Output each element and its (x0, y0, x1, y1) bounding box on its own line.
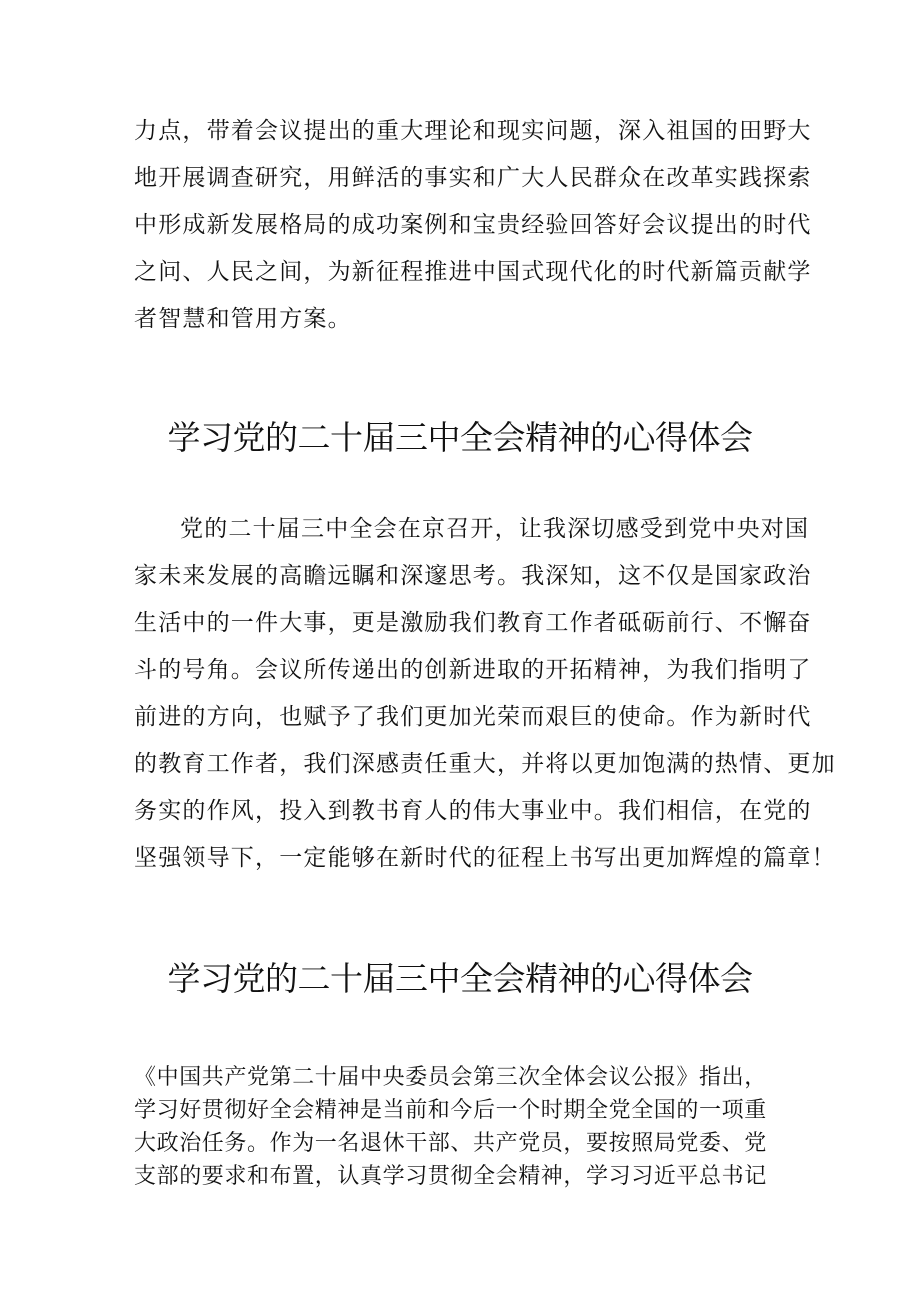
paragraph-line: 《中国共产党第二十届中央委员会第三次全体会议公报》指出， (134, 1065, 767, 1090)
paragraph-line: 生活中的一件大事，更是激励我们教育工作者砥砺前行、不懈奋 (134, 610, 812, 636)
paragraph-line: 党的二十届三中全会在京召开，让我深切感受到党中央对国 (180, 516, 810, 542)
paragraph-line: 学习好贯彻好全会精神是当前和今后一个时期全党全国的一项重 (134, 1098, 767, 1123)
paragraph-line: 的教育工作者，我们深感责任重大，并将以更加饱满的热情、更加 (134, 751, 836, 777)
paragraph-line: 务实的作风，投入到教书育人的伟大事业中。我们相信，在党的 (134, 798, 812, 824)
paragraph-line: 地开展调查研究，用鲜活的事实和广大人民群众在改革实践探索 (134, 165, 812, 191)
paragraph-line: 家未来发展的高瞻远瞩和深邃思考。我深知，这不仅是国家政治 (134, 563, 812, 589)
paragraph-line: 坚强领导下，一定能够在新时代的征程上书写出更加辉煌的篇章！ (134, 845, 836, 871)
paragraph-line: 大政治任务。作为一名退休干部、共产党员，要按照局党委、党 (134, 1131, 767, 1156)
paragraph-line: 支部的要求和布置，认真学习贯彻全会精神，学习习近平总书记 (134, 1164, 767, 1189)
paragraph-line: 者智慧和管用方案。 (134, 306, 352, 332)
paragraph-line: 力点，带着会议提出的重大理论和现实问题，深入祖国的田野大 (134, 118, 812, 144)
paragraph-line: 斗的号角。会议所传递出的创新进取的开拓精神，为我们指明了 (134, 657, 812, 683)
paragraph-line: 中形成新发展格局的成功案例和宝贵经验回答好会议提出的时代 (134, 212, 812, 238)
paragraph-line: 前进的方向，也赋予了我们更加光荣而艰巨的使命。作为新时代 (134, 704, 812, 730)
section-2-heading: 学习党的二十届三中全会精神的心得体会 (167, 418, 753, 457)
section-3-heading: 学习党的二十届三中全会精神的心得体会 (167, 959, 753, 998)
paragraph-line: 之问、人民之间，为新征程推进中国式现代化的时代新篇贡献学 (134, 259, 812, 285)
